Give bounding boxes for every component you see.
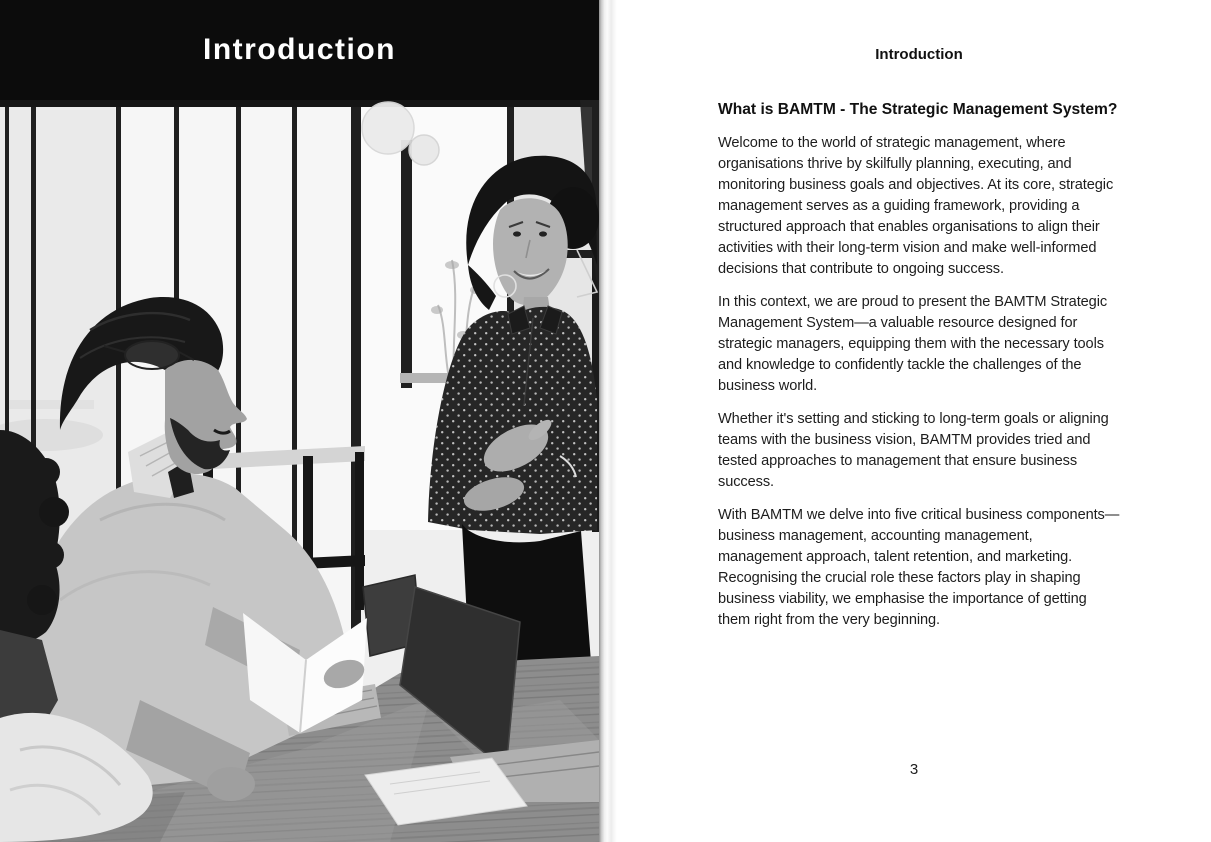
chapter-title: Introduction (203, 33, 396, 66)
document-text-column (718, 46, 1120, 643)
left-page (0, 0, 599, 842)
meeting-photo (0, 100, 599, 842)
paragraph-2: In this context, we are proud to present the BAMTM Strategic Management System—a valuable resource designed for strategic managers, equipping them with the necessary tools and knowledge to confidently tackle the challenges of the business world. (718, 294, 1108, 394)
right-page (617, 0, 1211, 842)
page-spine-gutter (599, 0, 617, 842)
paragraph-1: Welcome to the world of strategic management, where organisations thrive by skilfully planning, executing, and monitoring business goals and objectives. At its core, strategic management serves as a guiding framework, providing a structured approach that enables organisations to align their activities with their long-term vision and make well-informed decisions that contribute to ongoing success. (718, 135, 1114, 277)
paragraph-3: Whether it's setting and sticking to long-term goals or aligning teams with the business vision, BAMTM provides tried and tested approaches to management that ensure business success. (718, 411, 1109, 490)
chapter-header-band (0, 0, 599, 100)
page-number: 3 (909, 761, 919, 778)
section-heading: What is BAMTM - The Strategic Management System? (718, 101, 1118, 118)
meeting-photo-image (0, 100, 599, 842)
running-header: Introduction (875, 46, 963, 63)
paragraph-4: With BAMTM we delve into five critical business components—business management, accounting management, management approach, talent retention, and marketing. Recognising the crucial role these factors play in shaping business viability, we emphasise the importance of getting them right from the very beginning. (718, 507, 1120, 628)
